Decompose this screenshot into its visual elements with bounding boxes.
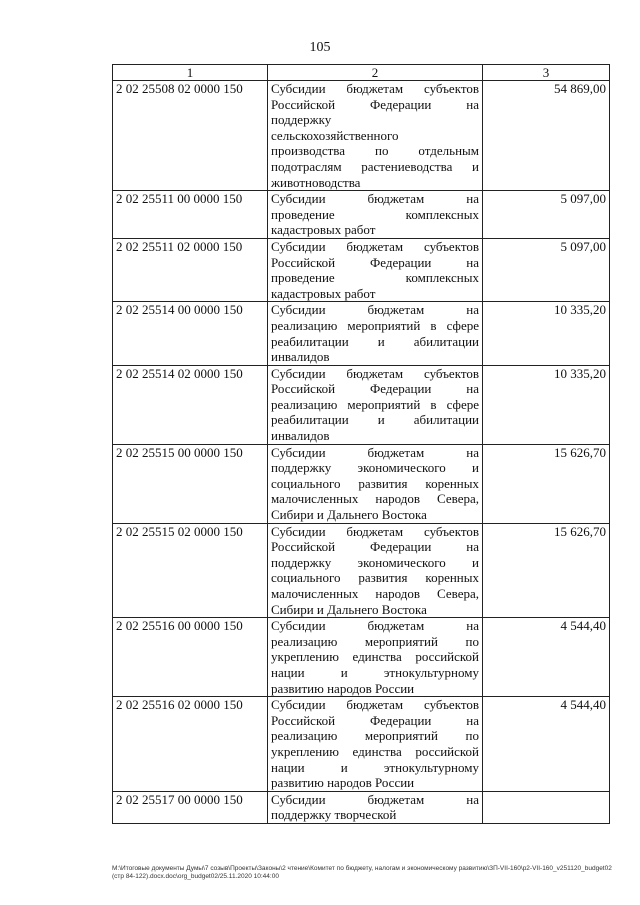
description-line: малочисленных народов Севера, [271, 586, 479, 601]
row-description [268, 523, 483, 618]
description-line: животноводства [271, 174, 361, 190]
table-row [113, 302, 610, 365]
description-line: проведение комплексных [271, 270, 479, 286]
page-number: 105 [309, 40, 331, 55]
description-line: Субсидии бюджетам на [271, 302, 479, 318]
description-line: нации и этнокультурному [271, 664, 479, 680]
description-line: развитию народов России [271, 680, 415, 696]
description-line: поддержку экономического и [271, 460, 479, 476]
row-description [268, 238, 483, 301]
description-line: нации и этнокультурному [271, 759, 479, 775]
description-line: кадастровых работ [271, 285, 376, 301]
row-amount: 54 869,00 [483, 81, 610, 191]
description-line: реабилитации и абилитации [271, 412, 479, 428]
row-code: 2 02 25508 02 0000 150 [113, 81, 268, 191]
table-row [113, 618, 610, 697]
row-description [268, 791, 483, 823]
table-row [113, 238, 610, 301]
row-amount: 5 097,00 [483, 191, 610, 239]
description-line: Российской Федерации на [271, 96, 479, 112]
description-line: Российской Федерации на [271, 712, 479, 728]
table-header-row [113, 65, 610, 81]
description-line: кадастровых работ [271, 222, 376, 238]
description-line: Субсидии бюджетам субъектов [271, 523, 479, 539]
table-row [113, 444, 610, 523]
row-amount: 15 626,70 [483, 523, 610, 618]
description-line: Субсидии бюджетам субъектов [271, 365, 479, 381]
description-line: Субсидии бюджетам субъектов [271, 238, 479, 254]
description-line: поддержку творческой [271, 807, 397, 823]
description-line: Субсидии бюджетам на [271, 791, 479, 807]
row-code: 2 02 25515 00 0000 150 [113, 444, 268, 523]
description-line: развитию народов России [271, 775, 415, 791]
row-amount: 5 097,00 [483, 238, 610, 301]
description-line: Российской Федерации на [271, 254, 479, 270]
row-code: 2 02 25511 00 0000 150 [113, 191, 268, 239]
description-line: Сибири и Дальнего Востока [271, 507, 427, 523]
row-amount: 15 626,70 [483, 444, 610, 523]
description-line: Сибири и Дальнего Востока [271, 601, 427, 617]
description-line: инвалидов [271, 428, 330, 444]
column-header-code: 1 [113, 65, 268, 81]
description-line: Российской Федерации на [271, 381, 479, 397]
budget-table [112, 64, 610, 824]
table-row [113, 791, 610, 823]
column-header-amount: 3 [483, 65, 610, 81]
row-description [268, 302, 483, 365]
description-line: реабилитации и абилитации [271, 333, 479, 349]
row-code: 2 02 25511 02 0000 150 [113, 238, 268, 301]
description-line: социального развития коренных [271, 570, 479, 586]
row-code: 2 02 25517 00 0000 150 [113, 791, 268, 823]
description-line: проведение комплексных [271, 206, 479, 222]
row-description [268, 365, 483, 444]
row-description [268, 81, 483, 191]
row-code: 2 02 25514 00 0000 150 [113, 302, 268, 365]
row-amount: 10 335,20 [483, 302, 610, 365]
description-line: Субсидии бюджетам субъектов [271, 81, 479, 96]
description-line: реализацию мероприятий в сфере [271, 317, 479, 333]
footer-file-path: M:\Итоговые документы Думы\7 созыв\Проекты\Законы\2 чтение\Комитет по бюджету, налогам и экономическому развитию\ЗП-VII-160\р2-VII-160_v251120_budget02(стр 84-122).docx.doc\org_budget02/25.11.2020 10:44:00 [112, 865, 612, 880]
description-line: малочисленных народов Севера, [271, 491, 479, 507]
table-body [113, 81, 610, 824]
row-code: 2 02 25515 02 0000 150 [113, 523, 268, 618]
description-line: поддержку экономического и [271, 554, 479, 570]
description-line: сельскохозяйственного [271, 127, 399, 143]
table-row [113, 697, 610, 792]
row-code: 2 02 25514 02 0000 150 [113, 365, 268, 444]
row-code: 2 02 25516 00 0000 150 [113, 618, 268, 697]
description-line: Субсидии бюджетам субъектов [271, 697, 479, 713]
column-header-description: 2 [268, 65, 483, 81]
row-description [268, 697, 483, 792]
description-line: поддержку [271, 112, 332, 128]
description-line: Российской Федерации на [271, 539, 479, 555]
description-line: социального развития коренных [271, 475, 479, 491]
description-line: инвалидов [271, 349, 330, 365]
description-line: производства по отдельным [271, 143, 479, 159]
description-line: Субсидии бюджетам на [271, 618, 479, 634]
description-line: реализацию мероприятий в сфере [271, 396, 479, 412]
table-row [113, 81, 610, 191]
table-row [113, 523, 610, 618]
table-row [113, 365, 610, 444]
description-line: Субсидии бюджетам на [271, 191, 479, 207]
description-line: укреплению единства российской [271, 743, 479, 759]
description-line: Субсидии бюджетам на [271, 444, 479, 460]
row-description [268, 191, 483, 239]
description-line: реализацию мероприятий по [271, 633, 479, 649]
description-line: укреплению единства российской [271, 649, 479, 665]
description-line: реализацию мероприятий по [271, 728, 479, 744]
row-amount: 10 335,20 [483, 365, 610, 444]
table-row [113, 191, 610, 239]
description-line: подотраслям растениеводства и [271, 158, 479, 174]
row-description [268, 618, 483, 697]
row-code: 2 02 25516 02 0000 150 [113, 697, 268, 792]
row-amount: 4 544,40 [483, 618, 610, 697]
row-amount: 4 544,40 [483, 697, 610, 792]
row-amount [483, 791, 610, 823]
row-description [268, 444, 483, 523]
